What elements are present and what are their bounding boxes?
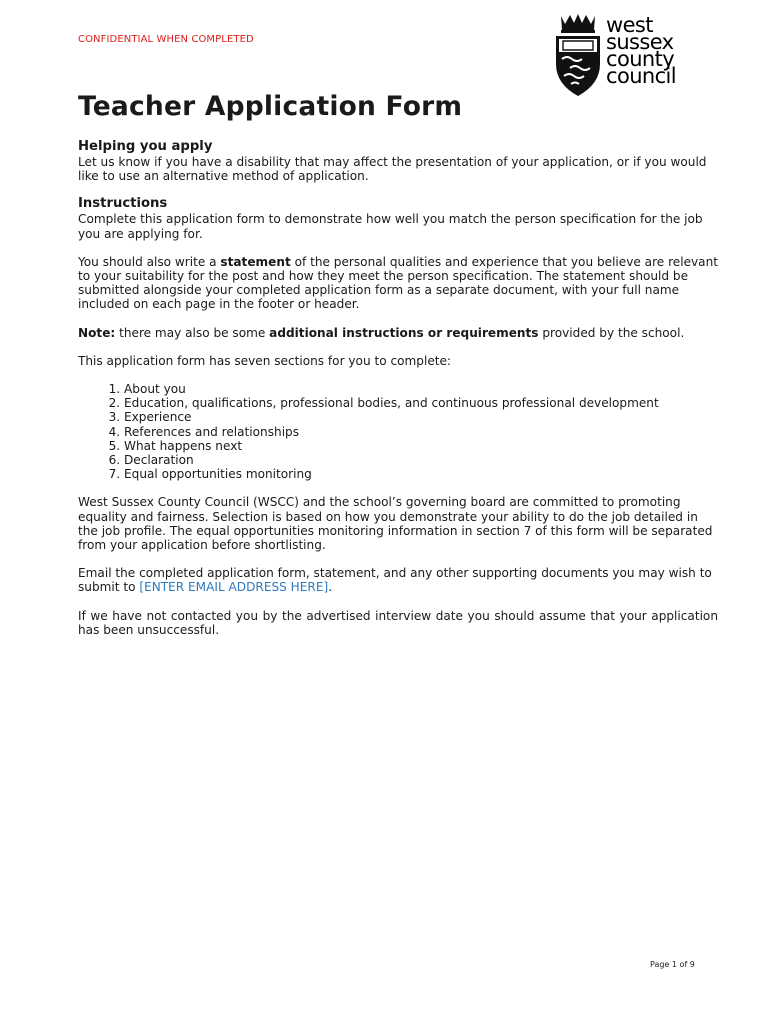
statement-paragraph <box>78 255 718 312</box>
logo-wordmark <box>606 13 677 88</box>
text-span: You should also write a <box>78 254 221 269</box>
text-span: Email the completed application form, statement, and any other supporting documents you may wish to submit to <box>78 566 712 595</box>
instructions-paragraph: Complete this application form to demonstrate how well you match the person specification for the job you are applying for. <box>78 212 703 241</box>
sections-list <box>78 382 718 481</box>
list-item: 2. Education, qualifications, professional bodies, and continuous professional development <box>124 396 718 410</box>
list-item: 4. References and relationships <box>124 425 718 439</box>
list-item: 6. Declaration <box>124 453 718 467</box>
logo-line: county <box>606 47 675 71</box>
logo-line: west <box>606 13 653 37</box>
helping-heading: Helping you apply <box>78 139 213 154</box>
list-item: 5. What happens next <box>124 439 718 453</box>
helping-text: Let us know if you have a disability that may affect the presentation of your application, or if you would like to use an alternative method of application. <box>78 155 707 184</box>
statement-emphasis: statement <box>220 254 291 269</box>
requirements-emphasis: additional instructions or requirements <box>269 325 539 340</box>
list-item: 1. About you <box>124 382 718 396</box>
page-number: Page 1 of 9 <box>650 960 695 969</box>
council-logo <box>553 12 703 98</box>
page-title: Teacher Application Form <box>78 91 463 122</box>
logo-line: council <box>606 64 677 88</box>
list-item: 7. Equal opportunities monitoring <box>124 467 718 481</box>
text-span: there may also be some <box>115 325 270 340</box>
sections-intro: This application form has seven sections for you to complete: <box>78 353 452 368</box>
note-label: Note: <box>78 325 116 340</box>
email-address-placeholder[interactable]: [ENTER EMAIL ADDRESS HERE] <box>139 580 329 595</box>
instructions-heading: Instructions <box>78 196 168 212</box>
crest-icon <box>553 12 603 98</box>
logo-line: sussex <box>606 30 674 54</box>
text-span: provided by the school. <box>538 325 685 340</box>
note-paragraph <box>78 326 718 340</box>
confidential-label: CONFIDENTIAL WHEN COMPLETED <box>78 34 254 45</box>
document-body <box>78 90 718 637</box>
equality-paragraph: West Sussex County Council (WSCC) and the school’s governing board are committed to promoting equality and fairness. Selection is based on how you demonstrate your ability to do the job detailed in the job profile. The equal opportunities monitoring information in section 7 of this form will be separated from your application before shortlisting. <box>78 495 713 553</box>
text-span: . <box>328 580 333 595</box>
list-item: 3. Experience <box>124 410 718 424</box>
text-span: of the personal qualities and experience that you believe are relevant to your suitability for the post and how they meet the person specification. The statement should be submitted alongside your completed application form as a separate document, with your full name included on each page in the footer or header. <box>78 254 718 312</box>
email-paragraph <box>78 566 718 594</box>
contact-paragraph: If we have not contacted you by the advertised interview date you should assume that your application has been unsuccessful. <box>78 608 718 637</box>
